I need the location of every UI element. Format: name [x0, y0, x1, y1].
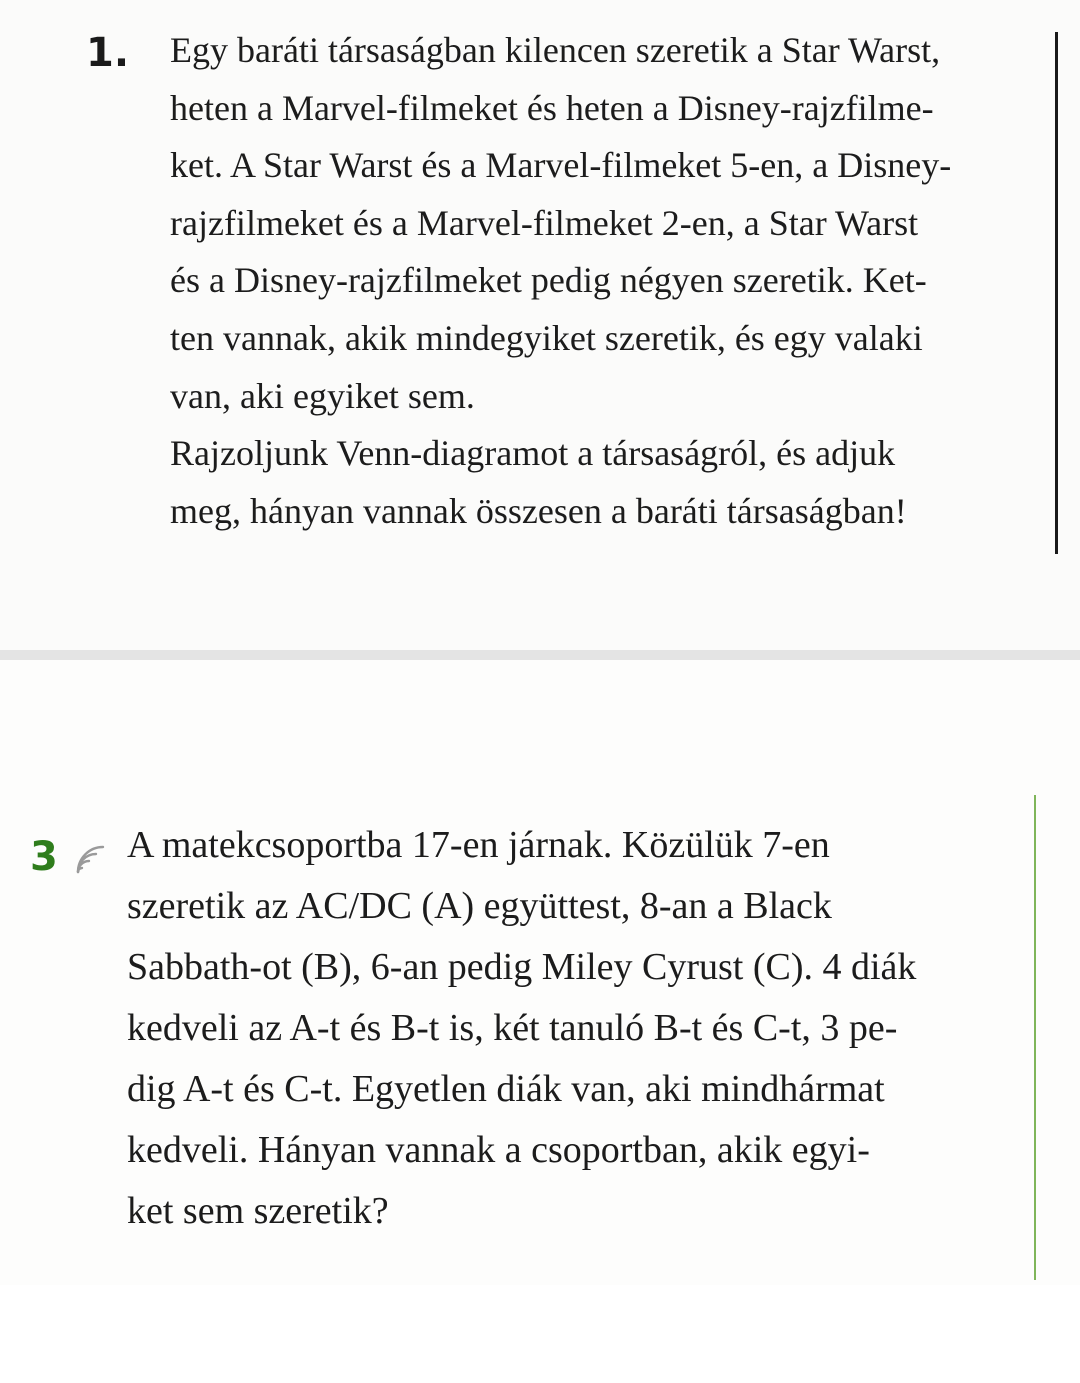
- bottom-blank-area: [0, 1285, 1080, 1383]
- exercise-3-line: A matekcsoportba 17-en járnak. Közülük 7-en: [127, 824, 830, 866]
- exercise-3-number: 3: [30, 834, 58, 880]
- exercise-3-line: Sabbath-ot (B), 6-an pedig Miley Cyrust (C). 4 diák: [127, 946, 917, 988]
- image-divider: [0, 650, 1080, 660]
- exercise-3-line: dig A-t és C-t. Egyetlen diák van, aki mindhármat: [127, 1068, 885, 1110]
- exercise-1-line: meg, hányan vannak összesen a baráti társaságban!: [170, 490, 907, 531]
- exercise-3-line: kedveli. Hányan vannak a csoportban, akik egyi-: [127, 1129, 870, 1171]
- exercise-1-line: rajzfilmeket és a Marvel-filmeket 2-en, a Star Warst: [170, 202, 919, 243]
- exercise-3-text: [127, 815, 1007, 1242]
- exercise-1-line: heten a Marvel-filmeket és heten a Disney-rajzfilme-: [170, 87, 934, 128]
- signal-waves-icon: [72, 838, 112, 878]
- exercise-1-number: 1.: [86, 30, 130, 76]
- exercise-1-line: Egy baráti társaságban kilencen szeretik a Star Warst,: [170, 30, 941, 70]
- exercise-1-panel: [0, 0, 1080, 650]
- exercise-3-line: ket sem szeretik?: [127, 1190, 389, 1232]
- margin-rule-green: [1034, 795, 1036, 1280]
- exercise-1-text: [170, 22, 1020, 540]
- exercise-1-line: van, aki egyiket sem.: [170, 375, 475, 416]
- exercise-1-line: ten vannak, akik mindegyiket szeretik, és egy valaki: [170, 317, 923, 358]
- exercise-3-line: kedveli az A-t és B-t is, két tanuló B-t és C-t, 3 pe-: [127, 1007, 898, 1049]
- exercise-1-line: Rajzoljunk Venn-diagramot a társaságról, és adjuk: [170, 433, 896, 474]
- margin-rule: [1055, 32, 1058, 554]
- exercise-1-line: ket. A Star Warst és a Marvel-filmeket 5-en, a Disney-: [170, 145, 952, 186]
- exercise-1-line: és a Disney-rajzfilmeket pedig négyen szeretik. Ket-: [170, 260, 927, 301]
- exercise-3-line: szeretik az AC/DC (A) együttest, 8-an a Black: [127, 885, 832, 927]
